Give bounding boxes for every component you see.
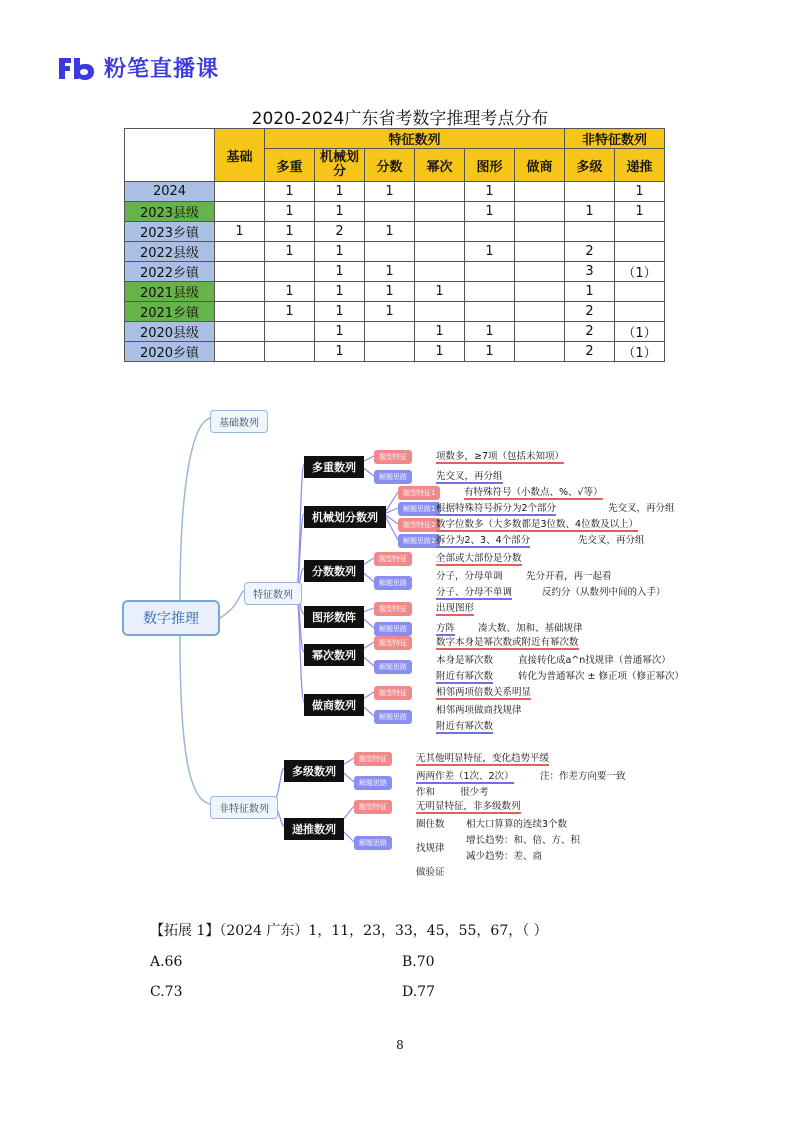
row-label: 2021县级 xyxy=(125,282,215,302)
feature-tag: 题型特征 xyxy=(374,636,412,650)
basic-sequence-node: 基础数列 xyxy=(210,410,268,433)
corner-cell xyxy=(125,129,215,182)
method-tag: 解题思路 xyxy=(374,576,412,590)
table-cell xyxy=(415,262,465,282)
table-cell: 1 xyxy=(315,242,365,262)
table-cell: 1 xyxy=(365,262,415,282)
table-cell xyxy=(415,242,465,262)
quotient-sequence-node: 做商数列 xyxy=(304,694,364,716)
row-label: 2021乡镇 xyxy=(125,302,215,322)
leaf-text: 相大口算算的连续3个数 xyxy=(466,819,568,830)
table-cell xyxy=(515,322,565,342)
recursive-sequence-node: 递推数列 xyxy=(284,818,344,840)
table-cell: 1 xyxy=(265,302,315,322)
table-cell: 1 xyxy=(265,242,315,262)
table-cell xyxy=(465,302,515,322)
row-label: 2023乡镇 xyxy=(125,222,215,242)
table-cell xyxy=(215,342,265,362)
table-cell xyxy=(465,282,515,302)
table-cell: 3 xyxy=(565,262,615,282)
table-cell xyxy=(615,282,665,302)
table-cell: 1 xyxy=(565,202,615,222)
table-cell xyxy=(515,182,565,202)
leaf-text: 出现图形 xyxy=(436,600,474,616)
table-cell xyxy=(415,302,465,322)
feature-tag: 题型特征1 xyxy=(398,486,440,500)
table-cell xyxy=(215,202,265,222)
table-cell xyxy=(415,182,465,202)
table-cell xyxy=(365,242,415,262)
leaf-text: 先交叉，再分组 xyxy=(608,503,675,514)
fraction-sequence-node: 分数数列 xyxy=(304,560,364,582)
leaf-text: 凑大数、加和、基础规律 xyxy=(478,623,583,634)
question-stem: 【拓展 1】（2024 广东）1，11，23，33，45，55，67，（ ） xyxy=(150,923,548,939)
power-sequence-node: 幂次数列 xyxy=(304,644,364,666)
col-header: 递推 xyxy=(615,149,665,182)
table-cell: 1 xyxy=(415,282,465,302)
table-cell xyxy=(515,302,565,322)
leaf-text: 转化为普通幂次 ± 修正项（修正幂次） xyxy=(518,671,684,682)
table-cell: 1 xyxy=(265,282,315,302)
method-tag: 解题思路 xyxy=(354,836,392,850)
leaf-text: 无其他明显特征，变化趋势平缓 xyxy=(416,750,549,766)
feature-tag: 题型特征 xyxy=(354,800,392,814)
leaf-text: 直接转化成a^n找规律（普通幂次） xyxy=(518,655,671,666)
leaf-text: 很少考 xyxy=(460,787,489,798)
table-cell xyxy=(415,202,465,222)
table-cell xyxy=(515,222,565,242)
row-label: 2022县级 xyxy=(125,242,215,262)
table-row xyxy=(125,322,665,342)
table-cell: 1 xyxy=(215,222,265,242)
option-b: B.70 xyxy=(402,954,435,970)
table-row xyxy=(125,182,665,202)
table-cell: 1 xyxy=(365,282,415,302)
table-cell: 1 xyxy=(465,322,515,342)
table-cell xyxy=(215,322,265,342)
table-cell xyxy=(215,282,265,302)
leaf-text: 分子、分母不单调 xyxy=(436,584,512,600)
table-cell: 1 xyxy=(465,182,515,202)
col-header: 多级 xyxy=(565,149,615,182)
table-row xyxy=(125,222,665,242)
method-tag: 解题思路 xyxy=(374,470,412,484)
table-cell xyxy=(615,302,665,322)
row-label: 2022乡镇 xyxy=(125,262,215,282)
row-label: 2020乡镇 xyxy=(125,342,215,362)
logo-text: 粉笔直播课 xyxy=(104,57,220,82)
leaf-text: 拆分为2、3、4个部分 xyxy=(436,532,530,548)
leaf-text: 数字位数多（大多数都是3位数、4位数及以上） xyxy=(436,516,638,532)
leaf-text: 方阵 xyxy=(436,620,455,636)
feature-tag: 题型特征 xyxy=(354,752,392,766)
feature-tag: 题型特征 xyxy=(374,552,412,566)
table-cell xyxy=(515,202,565,222)
page-number: 8 xyxy=(396,1038,404,1052)
method-tag: 解题思路1 xyxy=(398,502,440,516)
table-cell xyxy=(215,302,265,322)
table-row xyxy=(125,242,665,262)
table-cell: （1） xyxy=(615,262,665,282)
table-cell: 1 xyxy=(465,202,515,222)
fb-logo-icon xyxy=(56,54,96,82)
table-cell: 1 xyxy=(315,282,365,302)
table-cell: 1 xyxy=(265,182,315,202)
method-tag: 解题思路 xyxy=(374,622,412,636)
table-cell: 1 xyxy=(365,182,415,202)
table-cell: （1） xyxy=(615,342,665,362)
feature-tag: 题型特征2 xyxy=(398,518,440,532)
leaf-text: 有特殊符号（小数点、%、√等） xyxy=(464,484,603,500)
leaf-text: 先分开看，再一起看 xyxy=(526,571,612,582)
multilevel-sequence-node: 多级数列 xyxy=(284,760,344,782)
table-cell: 1 xyxy=(565,282,615,302)
leaf-text: 相邻两项倍数关系明显 xyxy=(436,684,531,700)
method-tag: 解题思路 xyxy=(374,660,412,674)
option-a: A.66 xyxy=(150,954,183,970)
header-nonfeature: 非特征数列 xyxy=(565,129,665,149)
table-cell: 1 xyxy=(615,202,665,222)
table-cell: （1） xyxy=(615,322,665,342)
leaf-text: 附近有幂次数 xyxy=(436,668,493,684)
table-cell xyxy=(465,262,515,282)
table-cell xyxy=(365,322,415,342)
mechanical-split-node: 机械划分数列 xyxy=(304,506,386,528)
table-row xyxy=(125,202,665,222)
leaf-text: 数字本身是幂次数或附近有幂次数 xyxy=(436,634,579,650)
leaf-text: 附近有幂次数 xyxy=(436,718,493,734)
feature-tag: 题型特征 xyxy=(374,602,412,616)
row-label: 2020县级 xyxy=(125,322,215,342)
mindmap xyxy=(120,396,690,896)
table-cell xyxy=(565,182,615,202)
table-cell: 2 xyxy=(565,302,615,322)
header-basic: 基础 xyxy=(215,129,265,182)
leaf-text: 找规律 xyxy=(416,843,445,854)
leaf-text: 减少趋势：差、商 xyxy=(466,851,543,862)
table-cell xyxy=(265,342,315,362)
table-cell xyxy=(365,202,415,222)
table-title: 2020-2024广东省考数字推理考点分布 xyxy=(251,109,549,129)
leaf-text: 圈住数 xyxy=(416,819,445,830)
row-label: 2024 xyxy=(125,182,215,202)
table-cell: 2 xyxy=(565,342,615,362)
table-cell xyxy=(565,222,615,242)
table-cell xyxy=(265,262,315,282)
option-d: D.77 xyxy=(402,984,435,1000)
table-cell: 2 xyxy=(315,222,365,242)
leaf-text: 项数多，≥7项（包括未知项） xyxy=(436,448,564,464)
distribution-table xyxy=(124,128,665,362)
table-cell: 2 xyxy=(565,322,615,342)
table-cell: 1 xyxy=(465,342,515,362)
table-cell xyxy=(415,222,465,242)
leaf-text: 两两作差（1次、2次） xyxy=(416,768,514,784)
table-row xyxy=(125,302,665,322)
table-row xyxy=(125,342,665,362)
table-cell xyxy=(465,222,515,242)
table-cell: 1 xyxy=(315,322,365,342)
table-cell: 1 xyxy=(465,242,515,262)
table-cell xyxy=(615,242,665,262)
table-cell: 1 xyxy=(315,202,365,222)
table-cell: 1 xyxy=(365,222,415,242)
leaf-text: 作和 xyxy=(416,787,436,798)
feature-sequence-node: 特征数列 xyxy=(244,582,302,605)
feature-tag: 题型特征 xyxy=(374,450,412,464)
table-cell xyxy=(215,242,265,262)
row-label: 2023县级 xyxy=(125,202,215,222)
col-header: 机械划分 xyxy=(315,149,365,182)
table-cell: 1 xyxy=(365,302,415,322)
nonfeature-sequence-node: 非特征数列 xyxy=(210,796,278,819)
table-cell: 2 xyxy=(565,242,615,262)
leaf-text: 先交叉，再分组 xyxy=(436,468,503,484)
table-cell: 1 xyxy=(315,262,365,282)
col-header: 幂次 xyxy=(415,149,465,182)
method-tag: 解题思路 xyxy=(374,710,412,724)
leaf-text: 相邻两项做商找规律 xyxy=(436,705,522,716)
table-cell xyxy=(265,322,315,342)
leaf-text: 全部或大部份是分数 xyxy=(436,550,522,566)
method-tag: 解题思路2 xyxy=(398,534,440,548)
table-cell: 1 xyxy=(415,322,465,342)
col-header: 图形 xyxy=(465,149,515,182)
multiple-sequence-node: 多重数列 xyxy=(304,456,364,478)
leaf-text: 根据特殊符号拆分为2个部分 xyxy=(436,500,556,516)
feature-tag: 题型特征 xyxy=(374,686,412,700)
table-cell: 1 xyxy=(315,342,365,362)
leaf-text: 注：作差方向要一致 xyxy=(540,771,626,782)
leaf-text: 本身是幂次数 xyxy=(436,655,494,666)
method-tag: 解题思路 xyxy=(354,776,392,790)
header-feature: 特征数列 xyxy=(265,129,565,149)
brand-logo xyxy=(56,52,219,83)
table-cell xyxy=(615,222,665,242)
leaf-text: 做验证 xyxy=(416,867,445,878)
table-cell xyxy=(215,262,265,282)
table-cell: 1 xyxy=(265,222,315,242)
leaf-text: 反约分（从数列中间的入手） xyxy=(542,587,666,598)
table-cell xyxy=(365,342,415,362)
table-cell: 1 xyxy=(615,182,665,202)
table-cell xyxy=(515,242,565,262)
table-cell: 1 xyxy=(415,342,465,362)
table-cell xyxy=(515,282,565,302)
mindmap-root: 数字推理 xyxy=(122,600,220,636)
option-c: C.73 xyxy=(150,984,183,1000)
col-header: 做商 xyxy=(515,149,565,182)
table-cell: 1 xyxy=(315,182,365,202)
col-header: 分数 xyxy=(365,149,415,182)
leaf-text: 增长趋势：和、倍、方、积 xyxy=(466,835,581,846)
table-cell xyxy=(515,342,565,362)
table-row xyxy=(125,262,665,282)
table-cell xyxy=(215,182,265,202)
figure-array-node: 图形数阵 xyxy=(304,606,364,628)
table-cell: 1 xyxy=(315,302,365,322)
leaf-text: 分子，分母单调 xyxy=(436,571,503,582)
table-cell xyxy=(515,262,565,282)
table-cell: 1 xyxy=(265,202,315,222)
leaf-text: 无明显特征，非多级数列 xyxy=(416,798,521,814)
table-row xyxy=(125,282,665,302)
col-header: 多重 xyxy=(265,149,315,182)
leaf-text: 先交叉，再分组 xyxy=(578,535,645,546)
